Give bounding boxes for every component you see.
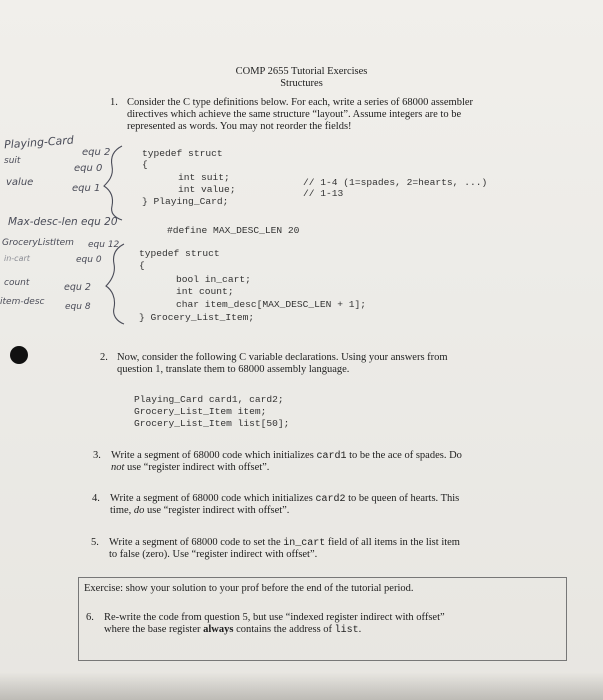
code-pc-suit: int suit; <box>178 172 230 183</box>
q1-line2: directives which achieve the same structure “layout”. Assume integers are to be <box>127 109 462 120</box>
q3-line2: not use “register indirect with offset”. <box>111 462 270 473</box>
q6-number: 6. <box>86 612 94 623</box>
q2-number: 2. <box>100 352 108 363</box>
hw-equ-8: equ 8 <box>65 302 91 312</box>
hw-equ-2: equ 2 <box>82 147 111 158</box>
hw-grocery: GroceryListItem <box>2 238 74 248</box>
code-pc-brace: { <box>142 159 148 170</box>
q3-number: 3. <box>93 450 101 461</box>
hw-in-cart: in-cart <box>4 254 30 263</box>
q2-line1: Now, consider the following C variable declarations. Using your answers from <box>117 352 448 363</box>
hw-suit: suit <box>4 156 21 166</box>
code-pc-suit-comment: // 1-4 (1=spades, 2=hearts, ...) <box>303 177 488 188</box>
hw-playing-card: Playing-Card <box>3 133 75 152</box>
q4-line1: Write a segment of 68000 code which initializes card2 to be queen of hearts. This <box>110 493 460 505</box>
q3-line1: Write a segment of 68000 code which initializes card1 to be the ace of spades. Do <box>111 450 462 462</box>
q5-number: 5. <box>91 537 99 548</box>
q2-code1: Playing_Card card1, card2; <box>134 394 284 405</box>
code-gl-close: } Grocery_List_Item; <box>139 312 255 323</box>
hw-braces <box>100 140 140 330</box>
hw-equ-2b: equ 2 <box>64 282 91 293</box>
hw-count: count <box>4 278 30 288</box>
code-pc-close: } Playing_Card; <box>142 196 229 207</box>
page-subtitle: Structures <box>280 78 323 89</box>
code-gl-incart: bool in_cart; <box>176 274 251 285</box>
q5-line1: Write a segment of 68000 code to set the in_cart field of all items in the list item <box>109 537 460 549</box>
code-gl-count: int count; <box>176 286 234 297</box>
code-gl-brace: { <box>139 260 145 271</box>
code-gl-typedef: typedef struct <box>139 248 220 259</box>
q2-code2: Grocery_List_Item item; <box>134 406 267 417</box>
q4-line2: time, do use “register indirect with offset”. <box>110 505 290 516</box>
code-pc-typedef: typedef struct <box>142 148 223 159</box>
hole-punch-dot <box>10 346 28 364</box>
hw-equ-12: equ 12 <box>88 240 120 250</box>
q6-line2: where the base register always contains the address of list. <box>104 624 362 636</box>
q6-line1: Re-write the code from question 5, but use “indexed register indirect with offset” <box>104 612 445 623</box>
code-pc-value: int value; <box>178 184 236 195</box>
hw-equ-1: equ 1 <box>72 183 101 194</box>
q5-line2: to false (zero). Use “register indirect with offset”. <box>109 549 318 560</box>
q2-code3: Grocery_List_Item list[50]; <box>134 418 290 429</box>
code-gl-desc: char item_desc[MAX_DESC_LEN + 1]; <box>176 299 366 310</box>
page-title: COMP 2655 Tutorial Exercises <box>235 66 368 77</box>
bottom-shadow <box>0 672 603 700</box>
q4-number: 4. <box>92 493 100 504</box>
q1-line3: represented as words. You may not reorder the fields! <box>127 121 352 132</box>
hw-value: value <box>6 177 34 188</box>
q2-line2: question 1, translate them to 68000 assembly language. <box>117 364 350 375</box>
exercise-text: Exercise: show your solution to your prof before the end of the tutorial period. <box>84 583 414 594</box>
hw-equ-0: equ 0 <box>74 163 103 174</box>
hw-equ-0b: equ 0 <box>76 255 102 265</box>
q1-line1: Consider the C type definitions below. For each, write a series of 68000 assembler <box>127 97 474 108</box>
q1-number: 1. <box>110 97 118 108</box>
hw-max-desc: Max-desc-len equ 20 <box>8 216 118 228</box>
code-pc-value-comment: // 1-13 <box>303 188 344 199</box>
hw-item-desc: item-desc <box>0 297 45 307</box>
code-define: #define MAX_DESC_LEN 20 <box>167 225 300 236</box>
